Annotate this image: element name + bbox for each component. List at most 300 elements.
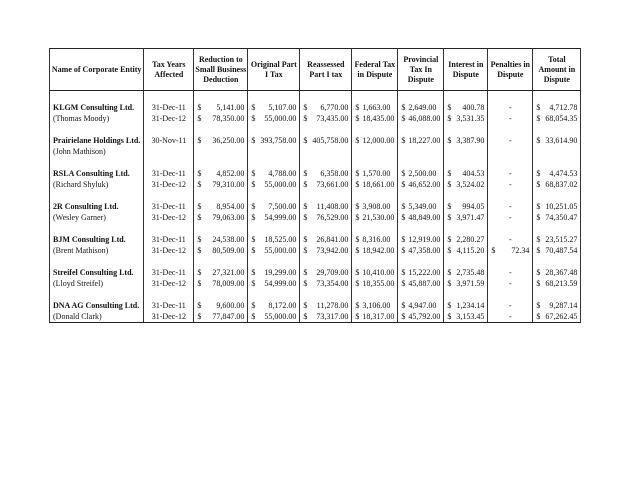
- empty-cell: [398, 157, 444, 168]
- empty-cell: [533, 289, 581, 300]
- empty-cell: [50, 157, 144, 168]
- tax-year-cell: 31-Dec-12: [144, 278, 194, 289]
- amount-value: 2,280.27: [456, 235, 485, 244]
- empty-cell: [444, 146, 488, 157]
- interest-cell: [444, 300, 488, 311]
- entity-name: 2R Consulting Ltd.: [50, 201, 144, 212]
- currency-symbol: $: [355, 180, 360, 189]
- original-cell: [248, 267, 300, 278]
- original-cell: [248, 113, 300, 124]
- total-cell: [533, 179, 581, 190]
- table-row: [50, 212, 581, 223]
- amount-value: 18,942.00: [362, 246, 395, 255]
- amount-value: 15,222.00: [408, 268, 441, 277]
- currency-symbol: $: [447, 169, 452, 178]
- tax-year-cell: 31-Dec-12: [144, 179, 194, 190]
- federal-amount: [355, 278, 394, 289]
- total-cell: [533, 168, 581, 179]
- original-amount: [251, 179, 296, 190]
- amount-value: 9,287.14: [549, 301, 578, 310]
- currency-symbol: $: [303, 136, 308, 145]
- total-amount: [536, 267, 577, 278]
- federal-amount: [355, 179, 394, 190]
- original-amount: [251, 102, 296, 113]
- currency-symbol: $: [401, 169, 406, 178]
- currency-symbol: $: [536, 268, 541, 277]
- currency-symbol: $: [197, 114, 202, 123]
- table-body: [50, 91, 581, 323]
- empty-cell: [488, 146, 533, 157]
- empty-cell: [248, 190, 300, 201]
- penalties-amount: [491, 245, 529, 256]
- amount-value: 55,000.00: [264, 180, 297, 189]
- currency-symbol: $: [303, 213, 308, 222]
- amount-value: 18,355.00: [362, 279, 395, 288]
- reduction-cell: [194, 212, 248, 223]
- empty-cell: [533, 190, 581, 201]
- currency-symbol: $: [401, 103, 406, 112]
- empty-cell: [144, 91, 194, 103]
- amount-value: 18,227.00: [408, 136, 441, 145]
- total-amount: [536, 278, 577, 289]
- reassessed-cell: [300, 102, 352, 113]
- currency-symbol: $: [401, 213, 406, 222]
- original-cell: [248, 201, 300, 212]
- amount-value: 21,530.00: [362, 213, 395, 222]
- reassessed-cell: [300, 300, 352, 311]
- reassessed-amount: [303, 245, 348, 256]
- entity-person: (Lloyd Streifel): [50, 278, 144, 289]
- header-interest: Interest in Dispute: [444, 49, 488, 91]
- reassessed-amount: [303, 278, 348, 289]
- interest-cell: [444, 278, 488, 289]
- original-amount: [251, 113, 296, 124]
- currency-symbol: $: [197, 279, 202, 288]
- penalties-cell: [488, 245, 533, 256]
- tax-year-cell: 31-Dec-11: [144, 201, 194, 212]
- interest-amount: [447, 102, 484, 113]
- table-row: [50, 300, 581, 311]
- original-amount: [251, 168, 296, 179]
- amount-value: 12,000.00: [362, 136, 395, 145]
- spacer-row: [50, 157, 581, 168]
- interest-cell: [444, 245, 488, 256]
- total-cell: [533, 135, 581, 146]
- empty-cell: [300, 190, 352, 201]
- currency-symbol: $: [303, 279, 308, 288]
- interest-amount: [447, 179, 484, 190]
- interest-cell: [444, 102, 488, 113]
- amount-value: 46,652.00: [408, 180, 441, 189]
- provincial-cell: [398, 245, 444, 256]
- entity-person: (Richard Shyluk): [50, 179, 144, 190]
- interest-amount: [447, 212, 484, 223]
- empty-cell: [50, 124, 144, 135]
- empty-cell: [398, 223, 444, 234]
- empty-cell: [398, 256, 444, 267]
- currency-symbol: $: [251, 169, 256, 178]
- interest-amount: [447, 135, 484, 146]
- provincial-cell: [398, 234, 444, 245]
- total-amount: [536, 102, 577, 113]
- currency-symbol: $: [251, 279, 256, 288]
- amount-value: 55,000.00: [264, 312, 297, 321]
- empty-cell: [533, 256, 581, 267]
- provincial-amount: [401, 212, 440, 223]
- empty-cell: [444, 124, 488, 135]
- currency-symbol: $: [251, 103, 256, 112]
- amount-value: 45,887.00: [408, 279, 441, 288]
- reduction-amount: [197, 212, 244, 223]
- currency-symbol: $: [355, 246, 360, 255]
- amount-value: 2,500.00: [408, 169, 437, 178]
- table-row: [50, 146, 581, 157]
- empty-cell: [352, 146, 398, 157]
- reassessed-cell: [300, 212, 352, 223]
- currency-symbol: $: [536, 213, 541, 222]
- amount-value: 4,474.53: [549, 169, 578, 178]
- currency-symbol: $: [197, 213, 202, 222]
- penalties-cell: -: [488, 212, 533, 223]
- provincial-cell: [398, 102, 444, 113]
- federal-cell: [352, 278, 398, 289]
- total-cell: [533, 245, 581, 256]
- header-entity-name: Name of Corporate Entity: [50, 49, 144, 91]
- currency-symbol: $: [401, 136, 406, 145]
- empty-cell: [444, 157, 488, 168]
- currency-symbol: $: [447, 235, 452, 244]
- currency-symbol: $: [355, 202, 360, 211]
- penalties-cell: -: [488, 234, 533, 245]
- empty-cell: [352, 157, 398, 168]
- penalties-cell: -: [488, 201, 533, 212]
- total-cell: [533, 113, 581, 124]
- federal-amount: [355, 212, 394, 223]
- amount-value: 2,649.00: [408, 103, 437, 112]
- federal-cell: [352, 135, 398, 146]
- amount-value: 3,106.00: [362, 301, 391, 310]
- total-amount: [536, 201, 577, 212]
- amount-value: 18,661.00: [362, 180, 395, 189]
- total-amount: [536, 113, 577, 124]
- empty-cell: [488, 91, 533, 103]
- reassessed-cell: [300, 311, 352, 323]
- federal-amount: [355, 300, 394, 311]
- federal-amount: [355, 245, 394, 256]
- provincial-cell: [398, 212, 444, 223]
- reduction-amount: [197, 113, 244, 124]
- amount-value: 36,250.00: [212, 136, 245, 145]
- amount-value: 1,234.14: [456, 301, 485, 310]
- interest-amount: [447, 278, 484, 289]
- total-cell: [533, 267, 581, 278]
- currency-symbol: $: [536, 279, 541, 288]
- empty-cell: [300, 289, 352, 300]
- amount-value: 29,709.00: [316, 268, 349, 277]
- reassessed-amount: [303, 201, 348, 212]
- amount-value: 8,316.00: [362, 235, 391, 244]
- original-amount: [251, 300, 296, 311]
- federal-amount: [355, 102, 394, 113]
- penalties-cell: -: [488, 267, 533, 278]
- empty-cell: [488, 124, 533, 135]
- original-amount: [251, 212, 296, 223]
- reassessed-cell: [300, 135, 352, 146]
- header-total: Total Amount in Dispute: [533, 49, 581, 91]
- empty-cell: [144, 289, 194, 300]
- empty-cell: [398, 190, 444, 201]
- reassessed-amount: [303, 267, 348, 278]
- empty-cell: [194, 91, 248, 103]
- amount-value: 68,837.02: [545, 180, 578, 189]
- table-row: [50, 135, 581, 146]
- penalties-cell: -: [488, 311, 533, 323]
- provincial-cell: [398, 201, 444, 212]
- total-amount: [536, 234, 577, 245]
- currency-symbol: $: [447, 213, 452, 222]
- amount-value: 3,524.02: [456, 180, 485, 189]
- interest-amount: [447, 201, 484, 212]
- empty-cell: [50, 256, 144, 267]
- currency-symbol: $: [447, 114, 452, 123]
- total-amount: [536, 179, 577, 190]
- empty-cell: [194, 157, 248, 168]
- total-cell: [533, 234, 581, 245]
- reassessed-amount: [303, 113, 348, 124]
- interest-cell: [444, 267, 488, 278]
- currency-symbol: $: [491, 246, 496, 255]
- empty-cell: [444, 289, 488, 300]
- empty-cell: [488, 157, 533, 168]
- empty-cell: [194, 289, 248, 300]
- interest-amount: [447, 300, 484, 311]
- empty-cell: [533, 124, 581, 135]
- empty-cell: [398, 91, 444, 103]
- reduction-cell: [194, 102, 248, 113]
- empty-cell: [194, 223, 248, 234]
- tax-year-cell: 31-Dec-11: [144, 300, 194, 311]
- empty-cell: [444, 190, 488, 201]
- amount-value: 78,350.00: [212, 114, 245, 123]
- currency-symbol: $: [303, 202, 308, 211]
- reduction-amount: [197, 234, 244, 245]
- currency-symbol: $: [303, 246, 308, 255]
- table-row: [50, 113, 581, 124]
- federal-amount: [355, 168, 394, 179]
- amount-value: 27,321.00: [212, 268, 245, 277]
- header-row: [50, 49, 581, 91]
- interest-cell: [444, 201, 488, 212]
- entity-name: KLGM Consulting Ltd.: [50, 102, 144, 113]
- original-cell: [248, 245, 300, 256]
- federal-amount: [355, 311, 394, 322]
- currency-symbol: $: [251, 312, 256, 321]
- amount-value: 45,792.00: [408, 312, 441, 321]
- provincial-cell: [398, 113, 444, 124]
- currency-symbol: $: [447, 180, 452, 189]
- empty-cell: [50, 289, 144, 300]
- total-cell: [533, 201, 581, 212]
- reduction-cell: [194, 113, 248, 124]
- currency-symbol: $: [197, 301, 202, 310]
- amount-value: 5,141.00: [216, 103, 245, 112]
- amount-value: 8,172.00: [268, 301, 297, 310]
- federal-cell: [352, 113, 398, 124]
- table-row: [50, 201, 581, 212]
- original-cell: [248, 212, 300, 223]
- currency-symbol: $: [251, 235, 256, 244]
- currency-symbol: $: [401, 268, 406, 277]
- provincial-amount: [401, 234, 440, 245]
- provincial-cell: [398, 267, 444, 278]
- original-cell: [248, 234, 300, 245]
- tax-year-cell: 30-Nov-11: [144, 135, 194, 146]
- table-row: [50, 267, 581, 278]
- amount-value: 23,515.27: [545, 235, 578, 244]
- provincial-amount: [401, 245, 440, 256]
- amount-value: 68,213.59: [545, 279, 578, 288]
- reassessed-amount: [303, 179, 348, 190]
- amount-value: 78,009.00: [212, 279, 245, 288]
- reassessed-amount: [303, 311, 348, 322]
- currency-symbol: $: [355, 213, 360, 222]
- penalties-cell: -: [488, 113, 533, 124]
- entity-person: (Wesley Garner): [50, 212, 144, 223]
- tax-dispute-table: [49, 48, 581, 323]
- amount-value: 28,367.48: [545, 268, 578, 277]
- interest-cell: [444, 113, 488, 124]
- currency-symbol: $: [251, 301, 256, 310]
- interest-cell: [444, 212, 488, 223]
- total-cell: [533, 278, 581, 289]
- amount-value: 10,251.05: [545, 202, 578, 211]
- federal-amount: [355, 135, 394, 146]
- reduction-amount: [197, 135, 244, 146]
- currency-symbol: $: [447, 103, 452, 112]
- empty-cell: [444, 91, 488, 103]
- currency-symbol: $: [447, 246, 452, 255]
- amount-value: 26,841.00: [316, 235, 349, 244]
- empty-cell: [398, 146, 444, 157]
- total-cell: [533, 311, 581, 323]
- original-cell: [248, 135, 300, 146]
- reduction-amount: [197, 278, 244, 289]
- interest-amount: [447, 245, 484, 256]
- currency-symbol: $: [401, 246, 406, 255]
- currency-symbol: $: [251, 268, 256, 277]
- amount-value: 393,758.00: [260, 136, 297, 145]
- amount-value: 73,942.00: [316, 246, 349, 255]
- currency-symbol: $: [536, 202, 541, 211]
- reduction-cell: [194, 267, 248, 278]
- amount-value: 11,278.00: [316, 301, 349, 310]
- empty-cell: [300, 223, 352, 234]
- amount-value: 46,088.00: [408, 114, 441, 123]
- currency-symbol: $: [251, 202, 256, 211]
- interest-cell: [444, 234, 488, 245]
- header-provincial-tax: Provincial Tax In Dispute: [398, 49, 444, 91]
- currency-symbol: $: [401, 301, 406, 310]
- empty-cell: [352, 91, 398, 103]
- federal-cell: [352, 201, 398, 212]
- empty-cell: [50, 190, 144, 201]
- amount-value: 76,529.00: [316, 213, 349, 222]
- empty-cell: [248, 157, 300, 168]
- amount-value: 2,735.48: [456, 268, 485, 277]
- empty-cell: [533, 91, 581, 103]
- currency-symbol: $: [303, 312, 308, 321]
- empty-cell: [194, 256, 248, 267]
- reduction-amount: [197, 201, 244, 212]
- empty-cell: [248, 91, 300, 103]
- amount-value: 405,758.00: [312, 136, 349, 145]
- currency-symbol: $: [447, 268, 452, 277]
- tax-year-cell: 31-Dec-12: [144, 113, 194, 124]
- original-cell: [248, 278, 300, 289]
- penalties-cell: -: [488, 135, 533, 146]
- reassessed-cell: [300, 179, 352, 190]
- amount-value: 55,000.00: [264, 246, 297, 255]
- empty-cell: [50, 91, 144, 103]
- currency-symbol: $: [197, 169, 202, 178]
- federal-amount: [355, 234, 394, 245]
- currency-symbol: $: [303, 103, 308, 112]
- original-amount: [251, 245, 296, 256]
- interest-amount: [447, 311, 484, 322]
- reduction-amount: [197, 168, 244, 179]
- currency-symbol: $: [355, 103, 360, 112]
- header-penalties: Penalties in Dispute: [488, 49, 533, 91]
- tax-year-cell: 31-Dec-12: [144, 212, 194, 223]
- currency-symbol: $: [536, 235, 541, 244]
- currency-symbol: $: [355, 169, 360, 178]
- table-row: [50, 168, 581, 179]
- empty-cell: [50, 223, 144, 234]
- amount-value: 4,947.00: [408, 301, 437, 310]
- amount-value: 68,054.35: [545, 114, 578, 123]
- spacer-row: [50, 190, 581, 201]
- original-cell: [248, 300, 300, 311]
- amount-value: 72.34: [511, 246, 530, 255]
- currency-symbol: $: [197, 235, 202, 244]
- total-amount: [536, 212, 577, 223]
- amount-value: 70,487.54: [545, 246, 578, 255]
- original-amount: [251, 234, 296, 245]
- empty-cell: [248, 146, 300, 157]
- original-amount: [251, 267, 296, 278]
- provincial-amount: [401, 311, 440, 322]
- reduction-amount: [197, 300, 244, 311]
- reduction-cell: [194, 201, 248, 212]
- reduction-cell: [194, 179, 248, 190]
- amount-value: 77,847.00: [212, 312, 245, 321]
- federal-cell: [352, 102, 398, 113]
- empty-cell: [248, 124, 300, 135]
- amount-value: 55,000.00: [264, 114, 297, 123]
- currency-symbol: $: [355, 279, 360, 288]
- amount-value: 994.05: [462, 202, 485, 211]
- interest-cell: [444, 311, 488, 323]
- currency-symbol: $: [197, 136, 202, 145]
- amount-value: 18,525.00: [264, 235, 297, 244]
- currency-symbol: $: [197, 268, 202, 277]
- amount-value: 73,317.00: [316, 312, 349, 321]
- currency-symbol: $: [536, 169, 541, 178]
- currency-symbol: $: [251, 136, 256, 145]
- amount-value: 4,788.00: [268, 169, 297, 178]
- spacer-row: [50, 256, 581, 267]
- tax-year-cell: [144, 146, 194, 157]
